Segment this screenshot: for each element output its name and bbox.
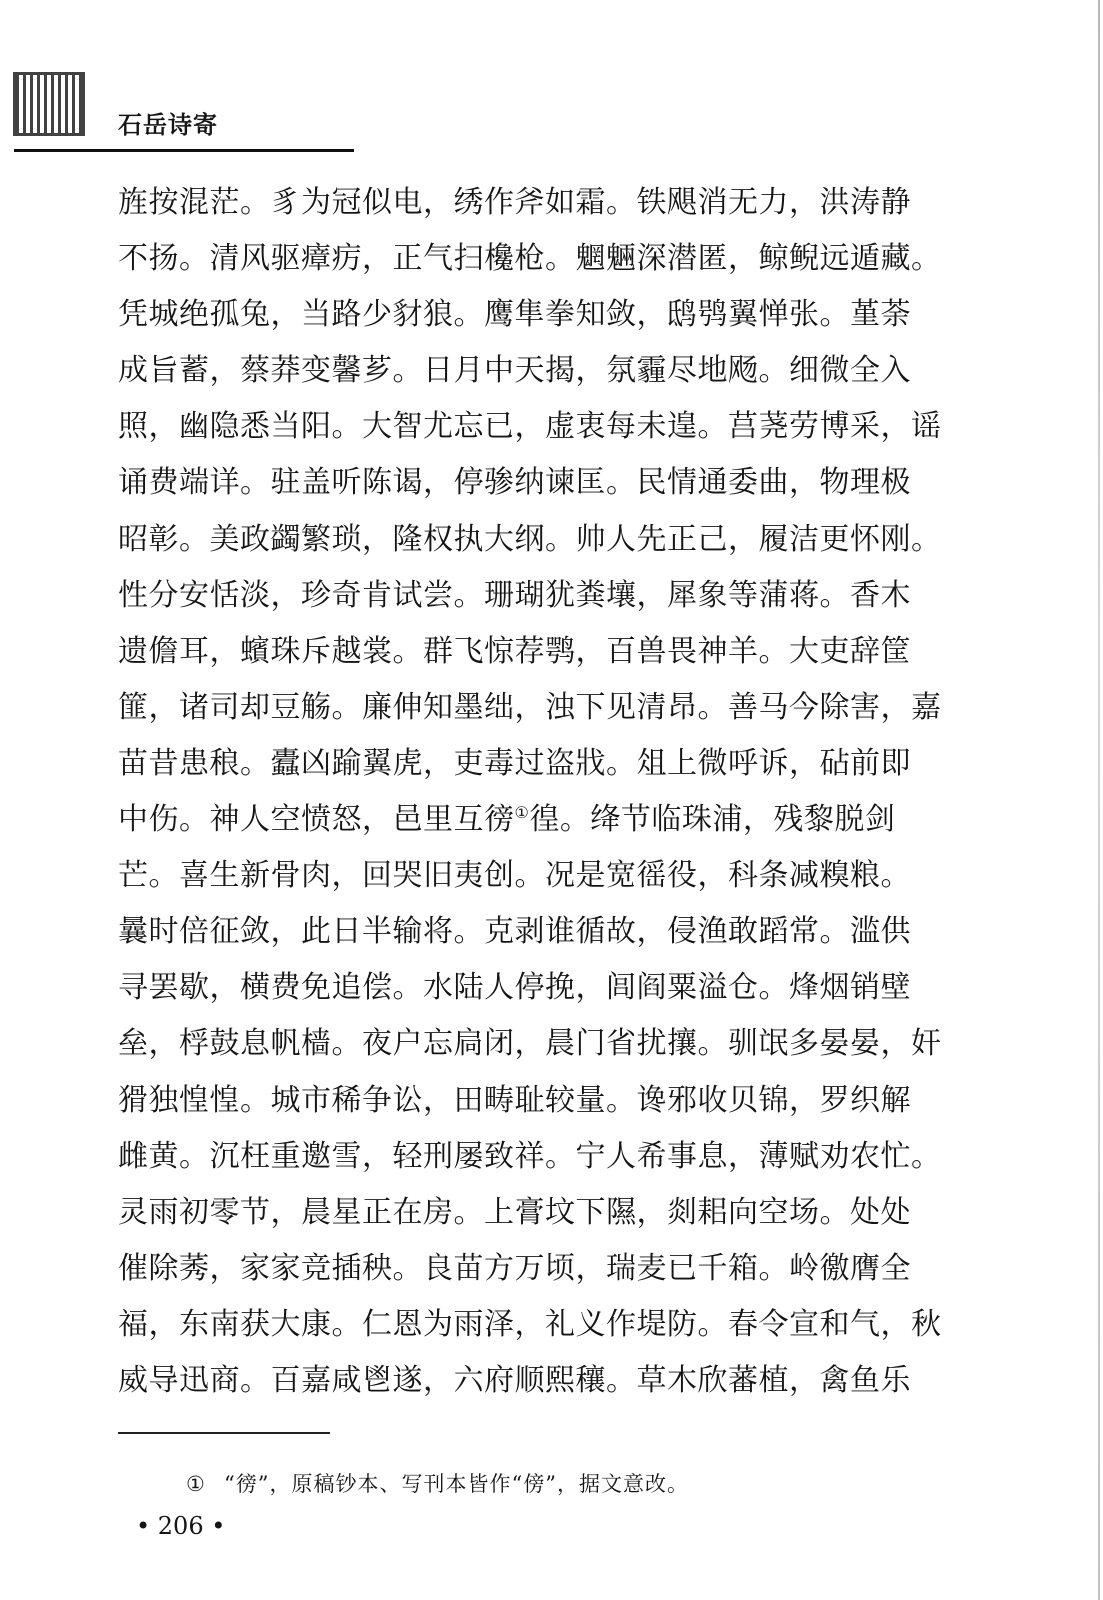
text-line: 曩时倍征敛，此日半输将。克剥谁循故，侵渔敢蹈常。滥供 [118,914,911,950]
text-line: 性分安恬淡，珍奇肯试尝。珊瑚犹粪壤，犀象等蒲蒋。香木 [118,577,911,613]
text-line: 成旨蓄，蔡莽变馨芗。日月中天揭，氛霾尽地飏。细微全入 [118,353,911,389]
text-line: 遗儋耳，蠙珠斥越裳。群飞惊荐鹗，百兽畏神羊。大吏辞筐 [118,633,911,669]
text-line: 昭彰。美政蠲繁琐，隆权执大纲。帅人先正己，履洁更怀刚。 [118,521,942,557]
text-line: 催除莠，家家竞插秧。良苗方万顷，瑞麦已千箱。岭徼膺全 [118,1250,911,1286]
text-line: 篚，诸司却豆觞。廉伸知墨绌，浊下见清昂。善马今除害，嘉 [118,689,942,725]
text-line: 苗昔患稂。蠹凶踰翼虎，吏毒过盗戕。俎上微呼诉，砧前即 [118,745,911,781]
footnote-text: “徬”，原稿钞本、写刊本皆作“傍”，据文意改。 [224,1472,689,1496]
text-line: 芒。喜生新骨肉，回哭旧夷创。况是宽徭役，科条减糗粮。 [118,858,911,894]
text-line: 寻罢歇，横费免追偿。水陆人停挽，闾阎粟溢仓。烽烟销壁 [118,970,911,1006]
header-rule [14,149,354,152]
footnote [186,1468,689,1498]
running-title: 石岳诗寄 [118,111,218,139]
poem-body-text [118,175,968,1409]
text-segment: 中伤。神人空愤怒，邑里互徬 [118,802,515,838]
text-line: 猾独惶惶。城市稀争讼，田畴耻较量。谗邪收贝锦，罗织解 [118,1082,911,1118]
text-line: 福，东南获大康。仁恩为雨泽，礼义作堤防。春令宣和气，秋 [118,1306,942,1342]
text-line: 诵费端详。驻盖听陈谒，停骖纳谏匡。民情通委曲，物理极 [118,465,911,501]
text-line: 旌按混茫。豸为冠似电，绣作斧如霜。铁飓消无力，洪涛静 [118,185,911,220]
text-line: 照，幽隐悉当阳。大智尤忘已，虚衷每未遑。莒荛劳博采，谣 [118,409,942,445]
text-line: 威导迅商。百嘉咸鬯遂，六府顺熙穰。草木欣蕃植，禽鱼乐 [118,1362,911,1398]
text-line: 灵雨初零节，晨星正在房。上膏坟下隰，剡耜向空场。处处 [118,1194,911,1230]
text-line: 雌黄。沉枉重邀雪，轻刑屡致祥。宁人希事息，薄赋劝农忙。 [118,1138,942,1174]
page-number: • 206 • [136,1512,226,1540]
scan-edge-line [1098,0,1100,1600]
text-line: 不扬。清风驱瘴疠，正气扫欃枪。魍魎深潜匿，鲸鲵远遁藏。 [118,241,942,277]
text-line: 垒，桴鼓息帆樯。夜户忘扃闭，晨门省扰攘。驯氓多晏晏，奸 [118,1026,942,1062]
library-seal-stamp [13,72,85,136]
text-segment: 徨。绛节临珠浦，残黎脱剑 [529,802,896,838]
footnote-marker: ① [186,1472,206,1496]
text-line: 凭城绝孤兔，当路少豺狼。鹰隼拳知敛，鸱鸮翼惮张。堇荼 [118,297,911,333]
footnote-rule [118,1432,330,1434]
text-line-with-footnote-ref [118,792,968,848]
footnote-reference: ① [514,803,530,823]
